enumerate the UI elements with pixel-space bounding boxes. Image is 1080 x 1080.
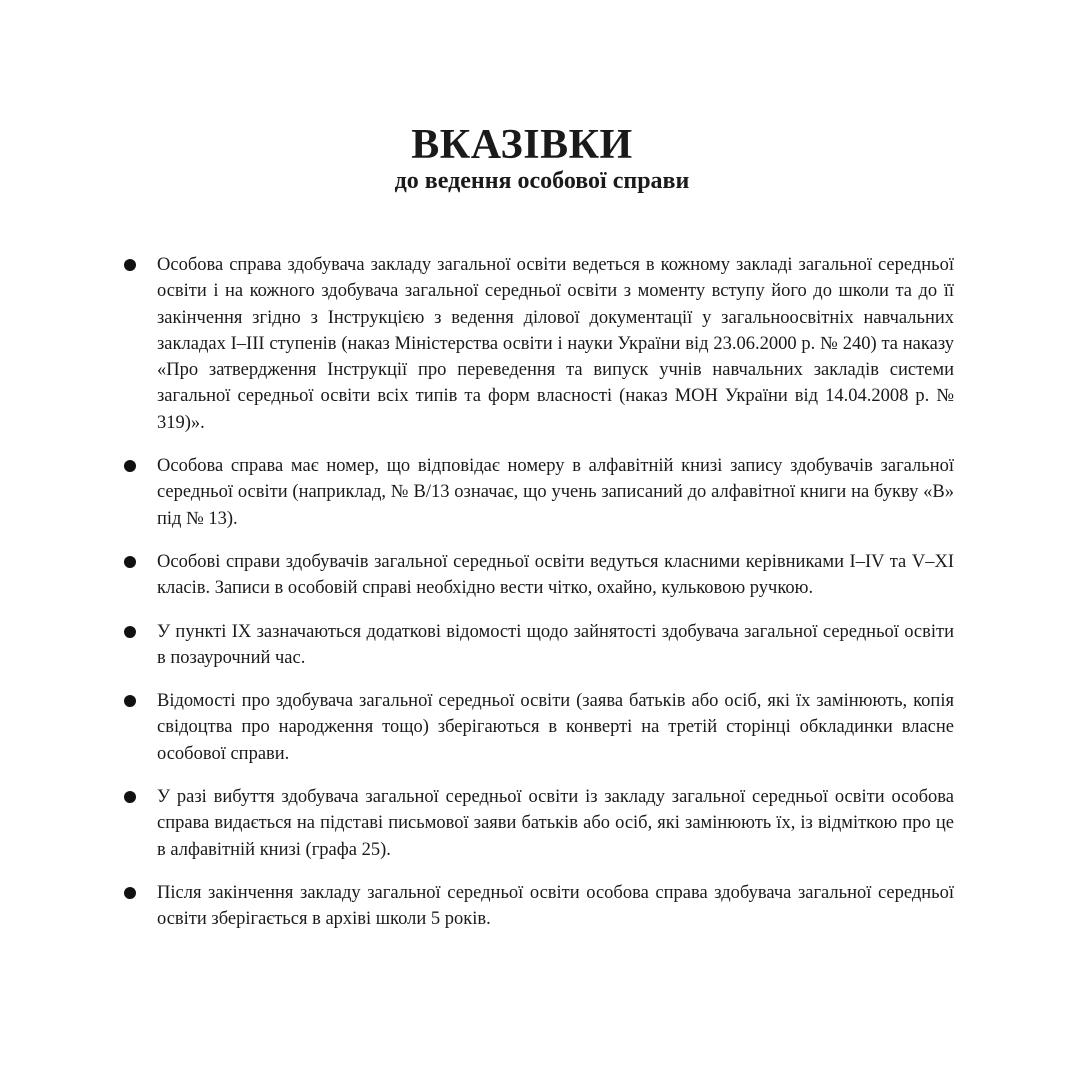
bullet-icon bbox=[124, 887, 136, 899]
list-item bbox=[120, 549, 954, 602]
list-item bbox=[120, 619, 954, 672]
list-item-text: У пункті IX зазначаються додаткові відомості щодо зайнятості здобувача загальної середньої освіти в позаурочний час. bbox=[157, 621, 954, 668]
page-title: ВКАЗІВКИ bbox=[411, 122, 633, 168]
page-subtitle: до ведення особової справи bbox=[394, 168, 690, 194]
bullet-icon bbox=[124, 556, 136, 568]
list-item bbox=[120, 688, 954, 767]
list-item bbox=[120, 880, 954, 933]
instructions-list bbox=[120, 252, 954, 950]
list-item bbox=[120, 784, 954, 863]
bullet-icon bbox=[124, 791, 136, 803]
list-item-text: У разі вибуття здобувача загальної середньої освіти із закладу загальної середньої освіти особова справа видається на підставі письмової заяви батьків або осіб, які замінюють їх, із відміткою про це в алфавітній книзі (графа 25). bbox=[157, 787, 954, 860]
list-item-text: Особові справи здобувачів загальної середньої освіти ведуться класними керівниками I–IV та V–XI класів. Записи в особовій справі необхідно вести чітко, охайно, кульковою ручкою. bbox=[157, 551, 954, 599]
list-item-text: Після закінчення закладу загальної середньої освіти особова справа здобувача загальної середньої освіти зберігається в архіві школи 5 років. bbox=[157, 882, 954, 930]
bullet-icon bbox=[124, 460, 136, 472]
bullet-icon bbox=[124, 695, 136, 707]
list-item-text: Особова справа здобувача закладу загальної освіти ведеться в кожному закладі загальної середньої освіти і на кожного здобувача загальної середньої освіти з моменту вступу його до школи та до її закінчення згідно з Інструкцією з ведення ділової документації у загальноосвітніх навчальних закладах I–III ступенів (наказ Міністерства освіти і науки України від 23.06.2000 р. № 240) та наказу «Про затвердження Інструкції про переведення та випуск учнів навчальних закладів системи загальної середньої освіти всіх типів та форм власності (наказ МОН України від 14.04.2008 р. № 319)». bbox=[157, 255, 954, 433]
bullet-icon bbox=[124, 626, 136, 638]
list-item-text: Особова справа має номер, що відповідає номеру в алфавітній книзі запису здобувачів загальної середньої освіти (наприклад, № В/13 означає, що учень записаний до алфавітної книги на букву «В» під № 13). bbox=[157, 456, 954, 529]
list-item bbox=[120, 453, 954, 532]
bullet-icon bbox=[124, 259, 136, 271]
list-item bbox=[120, 252, 954, 436]
list-item-text: Відомості про здобувача загальної середньої освіти (заява батьків або осіб, які їх замінюють, копія свідоцтва про народження тощо) зберігаються в конверті на третій сторінці обкладинки власне особової справи. bbox=[157, 691, 954, 764]
